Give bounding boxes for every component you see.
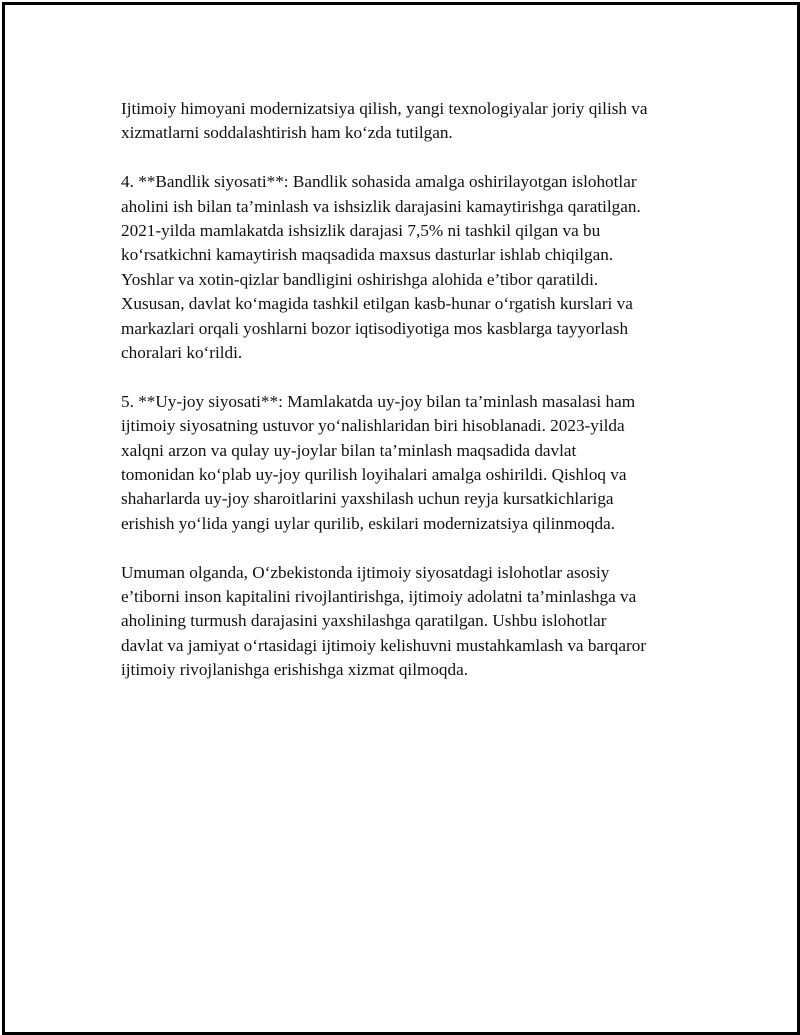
- page-frame: [2, 2, 800, 1035]
- document-body: [121, 97, 711, 707]
- text-line: ijtimoiy siyosatning ustuvor yo‘nalishlaridan biri hisoblanadi. 2023-yilda: [121, 416, 625, 436]
- text-line: e’tiborni inson kapitalini rivojlantirishga, ijtimoiy adolatni ta’minlashga va: [121, 587, 637, 607]
- text-line: Yoshlar va xotin-qizlar bandligini oshirishga alohida e’tibor qaratildi.: [121, 269, 599, 289]
- paragraph-housing-policy: [121, 390, 711, 536]
- text-line: shaharlarda uy-joy sharoitlarini yaxshilash uchun reyja kursatkichlariga: [121, 489, 614, 509]
- paragraph-conclusion: [121, 561, 711, 683]
- text-line: xalqni arzon va qulay uy-joylar bilan ta’minlash maqsadida davlat: [121, 440, 577, 460]
- text-line: davlat va jamiyat o‘rtasidagi ijtimoiy kelishuvni mustahkamlash va barqaror: [121, 635, 647, 655]
- text-line: erishish yo‘lida yangi uylar qurilib, eskilari modernizatsiya qilinmoqda.: [121, 513, 616, 533]
- text-line: markazlari orqali yoshlarni bozor iqtisodiyotiga mos kasblarga tayyorlash: [121, 318, 629, 338]
- text-line: 4. **Bandlik siyosati**: Bandlik sohasida amalga oshirilayotgan islohotlar: [121, 172, 637, 192]
- text-line: Ijtimoiy himoyani modernizatsiya qilish, yangi texnologiyalar joriy qilish va: [121, 99, 648, 118]
- text-line: Umuman olganda, O‘zbekistonda ijtimoiy siyosatdagi islohotlar asosiy: [121, 562, 610, 582]
- text-line: choralari ko‘rildi.: [121, 343, 243, 363]
- text-line: aholining turmush darajasini yaxshilashga qaratilgan. Ushbu islohotlar: [121, 611, 607, 631]
- text-line: aholini ish bilan ta’minlash va ishsizlik darajasini kamaytirishga qaratilgan.: [121, 196, 641, 216]
- text-line: tomonidan ko‘plab uy-joy qurilish loyihalari amalga oshirildi. Qishloq va: [121, 465, 627, 485]
- text-line: ijtimoiy rivojlanishga erishishga xizmat qilmoqda.: [121, 660, 469, 680]
- text-line: 5. **Uy-joy siyosati**: Mamlakatda uy-joy bilan ta’minlash masalasi ham: [121, 391, 636, 411]
- paragraph-intro: [121, 97, 711, 146]
- text-line: 2021-yilda mamlakatda ishsizlik darajasi 7,5% ni tashkil qilgan va bu: [121, 221, 601, 241]
- text-line: Xususan, davlat ko‘magida tashkil etilgan kasb-hunar o‘rgatish kurslari va: [121, 294, 633, 314]
- text-line: ko‘rsatkichni kamaytirish maqsadida maxsus dasturlar ishlab chiqilgan.: [121, 245, 614, 265]
- text-line: xizmatlarni soddalashtirish ham ko‘zda tutilgan.: [121, 123, 453, 143]
- paragraph-employment-policy: [121, 170, 711, 365]
